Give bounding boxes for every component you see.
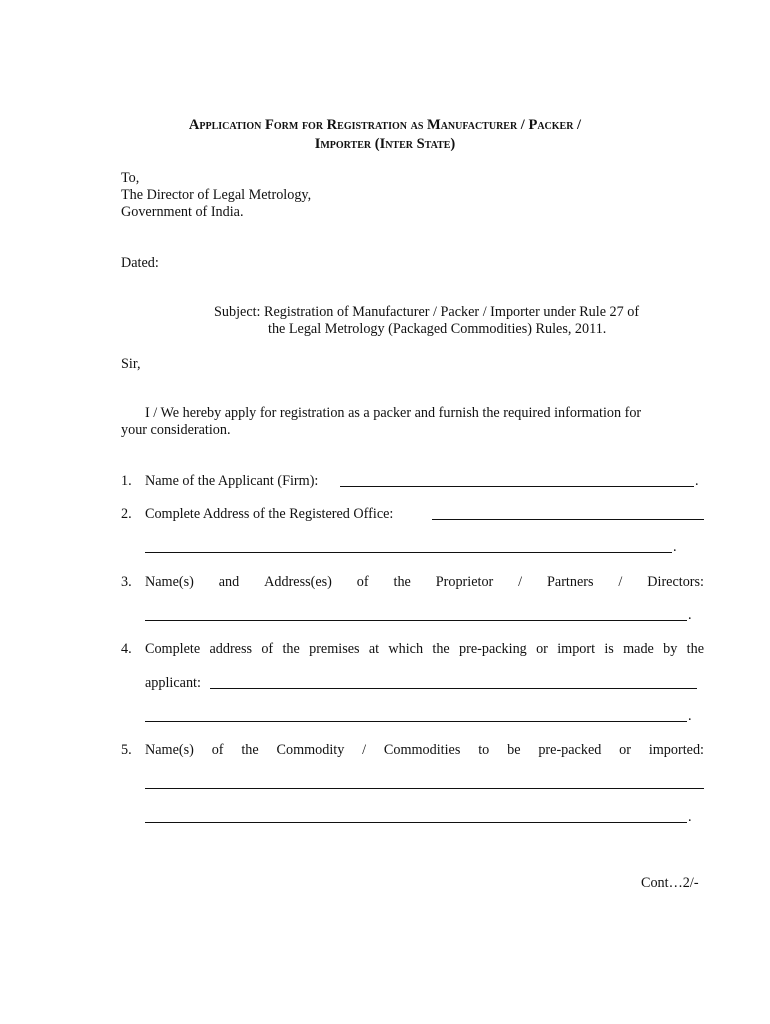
item-4-period: .: [688, 708, 692, 724]
item-3-word: Proprietor: [435, 574, 494, 590]
addressee-line-2: Government of India.: [121, 204, 244, 220]
item-5-word: Name(s): [145, 742, 194, 758]
item-4-label-line-2: applicant:: [145, 675, 201, 691]
dated-label: Dated:: [121, 255, 159, 271]
addressee-to: To,: [121, 170, 140, 186]
item-1-blank-line[interactable]: [340, 486, 694, 487]
item-3-word: Partners: [547, 574, 594, 590]
item-2-blank-line-2[interactable]: [145, 552, 672, 553]
item-1-period: .: [695, 473, 699, 489]
form-title-line-1: Application Form for Registration as Manufacturer / Packer /: [188, 117, 582, 133]
item-5-word: the: [241, 742, 259, 758]
item-5-label: [145, 742, 704, 759]
item-3-label: [145, 574, 704, 591]
item-5-number: 5.: [121, 742, 132, 758]
item-5-blank-line-2[interactable]: [145, 822, 687, 823]
item-5-period: .: [688, 809, 692, 825]
item-1-label: Name of the Applicant (Firm):: [145, 473, 319, 489]
item-2-blank-line-1[interactable]: [432, 519, 704, 520]
item-3-word: Address(es): [264, 574, 332, 590]
item-3-word: Directors:: [647, 574, 704, 590]
item-3-word: /: [518, 574, 523, 590]
item-5-word: to: [478, 742, 490, 758]
item-5-word: of: [211, 742, 224, 758]
item-3-word: /: [618, 574, 623, 590]
item-1-number: 1.: [121, 473, 132, 489]
item-3-word: Name(s): [145, 574, 194, 590]
item-3-word: the: [393, 574, 411, 590]
item-5-word: Commodities: [383, 742, 461, 758]
item-4-blank-line-2[interactable]: [145, 721, 687, 722]
item-3-period: .: [688, 607, 692, 623]
salutation: Sir,: [121, 356, 141, 372]
item-5-word: Commodity: [276, 742, 345, 758]
item-3-word: and: [218, 574, 240, 590]
item-5-blank-line-1[interactable]: [145, 788, 704, 789]
item-3-word: of: [356, 574, 369, 590]
item-5-word: pre-packed: [538, 742, 602, 758]
body-line-2: your consideration.: [121, 422, 231, 438]
continuation-note: Cont…2/-: [641, 875, 699, 891]
item-2-period: .: [673, 539, 677, 555]
item-5-word: /: [362, 742, 367, 758]
item-3-blank-line[interactable]: [145, 620, 687, 621]
item-4-label-line-1: Complete address of the premises at which the pre-packing or import is made by the: [145, 641, 704, 657]
item-5-word: be: [507, 742, 521, 758]
subject-line-2: the Legal Metrology (Packaged Commodities) Rules, 2011.: [268, 321, 607, 337]
subject-line-1: Subject: Registration of Manufacturer / Packer / Importer under Rule 27 of: [214, 304, 640, 320]
item-4-number: 4.: [121, 641, 132, 657]
addressee-line-1: The Director of Legal Metrology,: [121, 187, 312, 203]
item-2-label: Complete Address of the Registered Office:: [145, 506, 394, 522]
body-line-1: I / We hereby apply for registration as a packer and furnish the required information for: [145, 405, 642, 421]
item-3-number: 3.: [121, 574, 132, 590]
item-5-word: or: [619, 742, 631, 758]
item-4-blank-line-1[interactable]: [210, 688, 697, 689]
item-2-number: 2.: [121, 506, 132, 522]
item-5-word: imported:: [648, 742, 704, 758]
form-title-line-2: Importer (Inter State): [314, 136, 456, 152]
